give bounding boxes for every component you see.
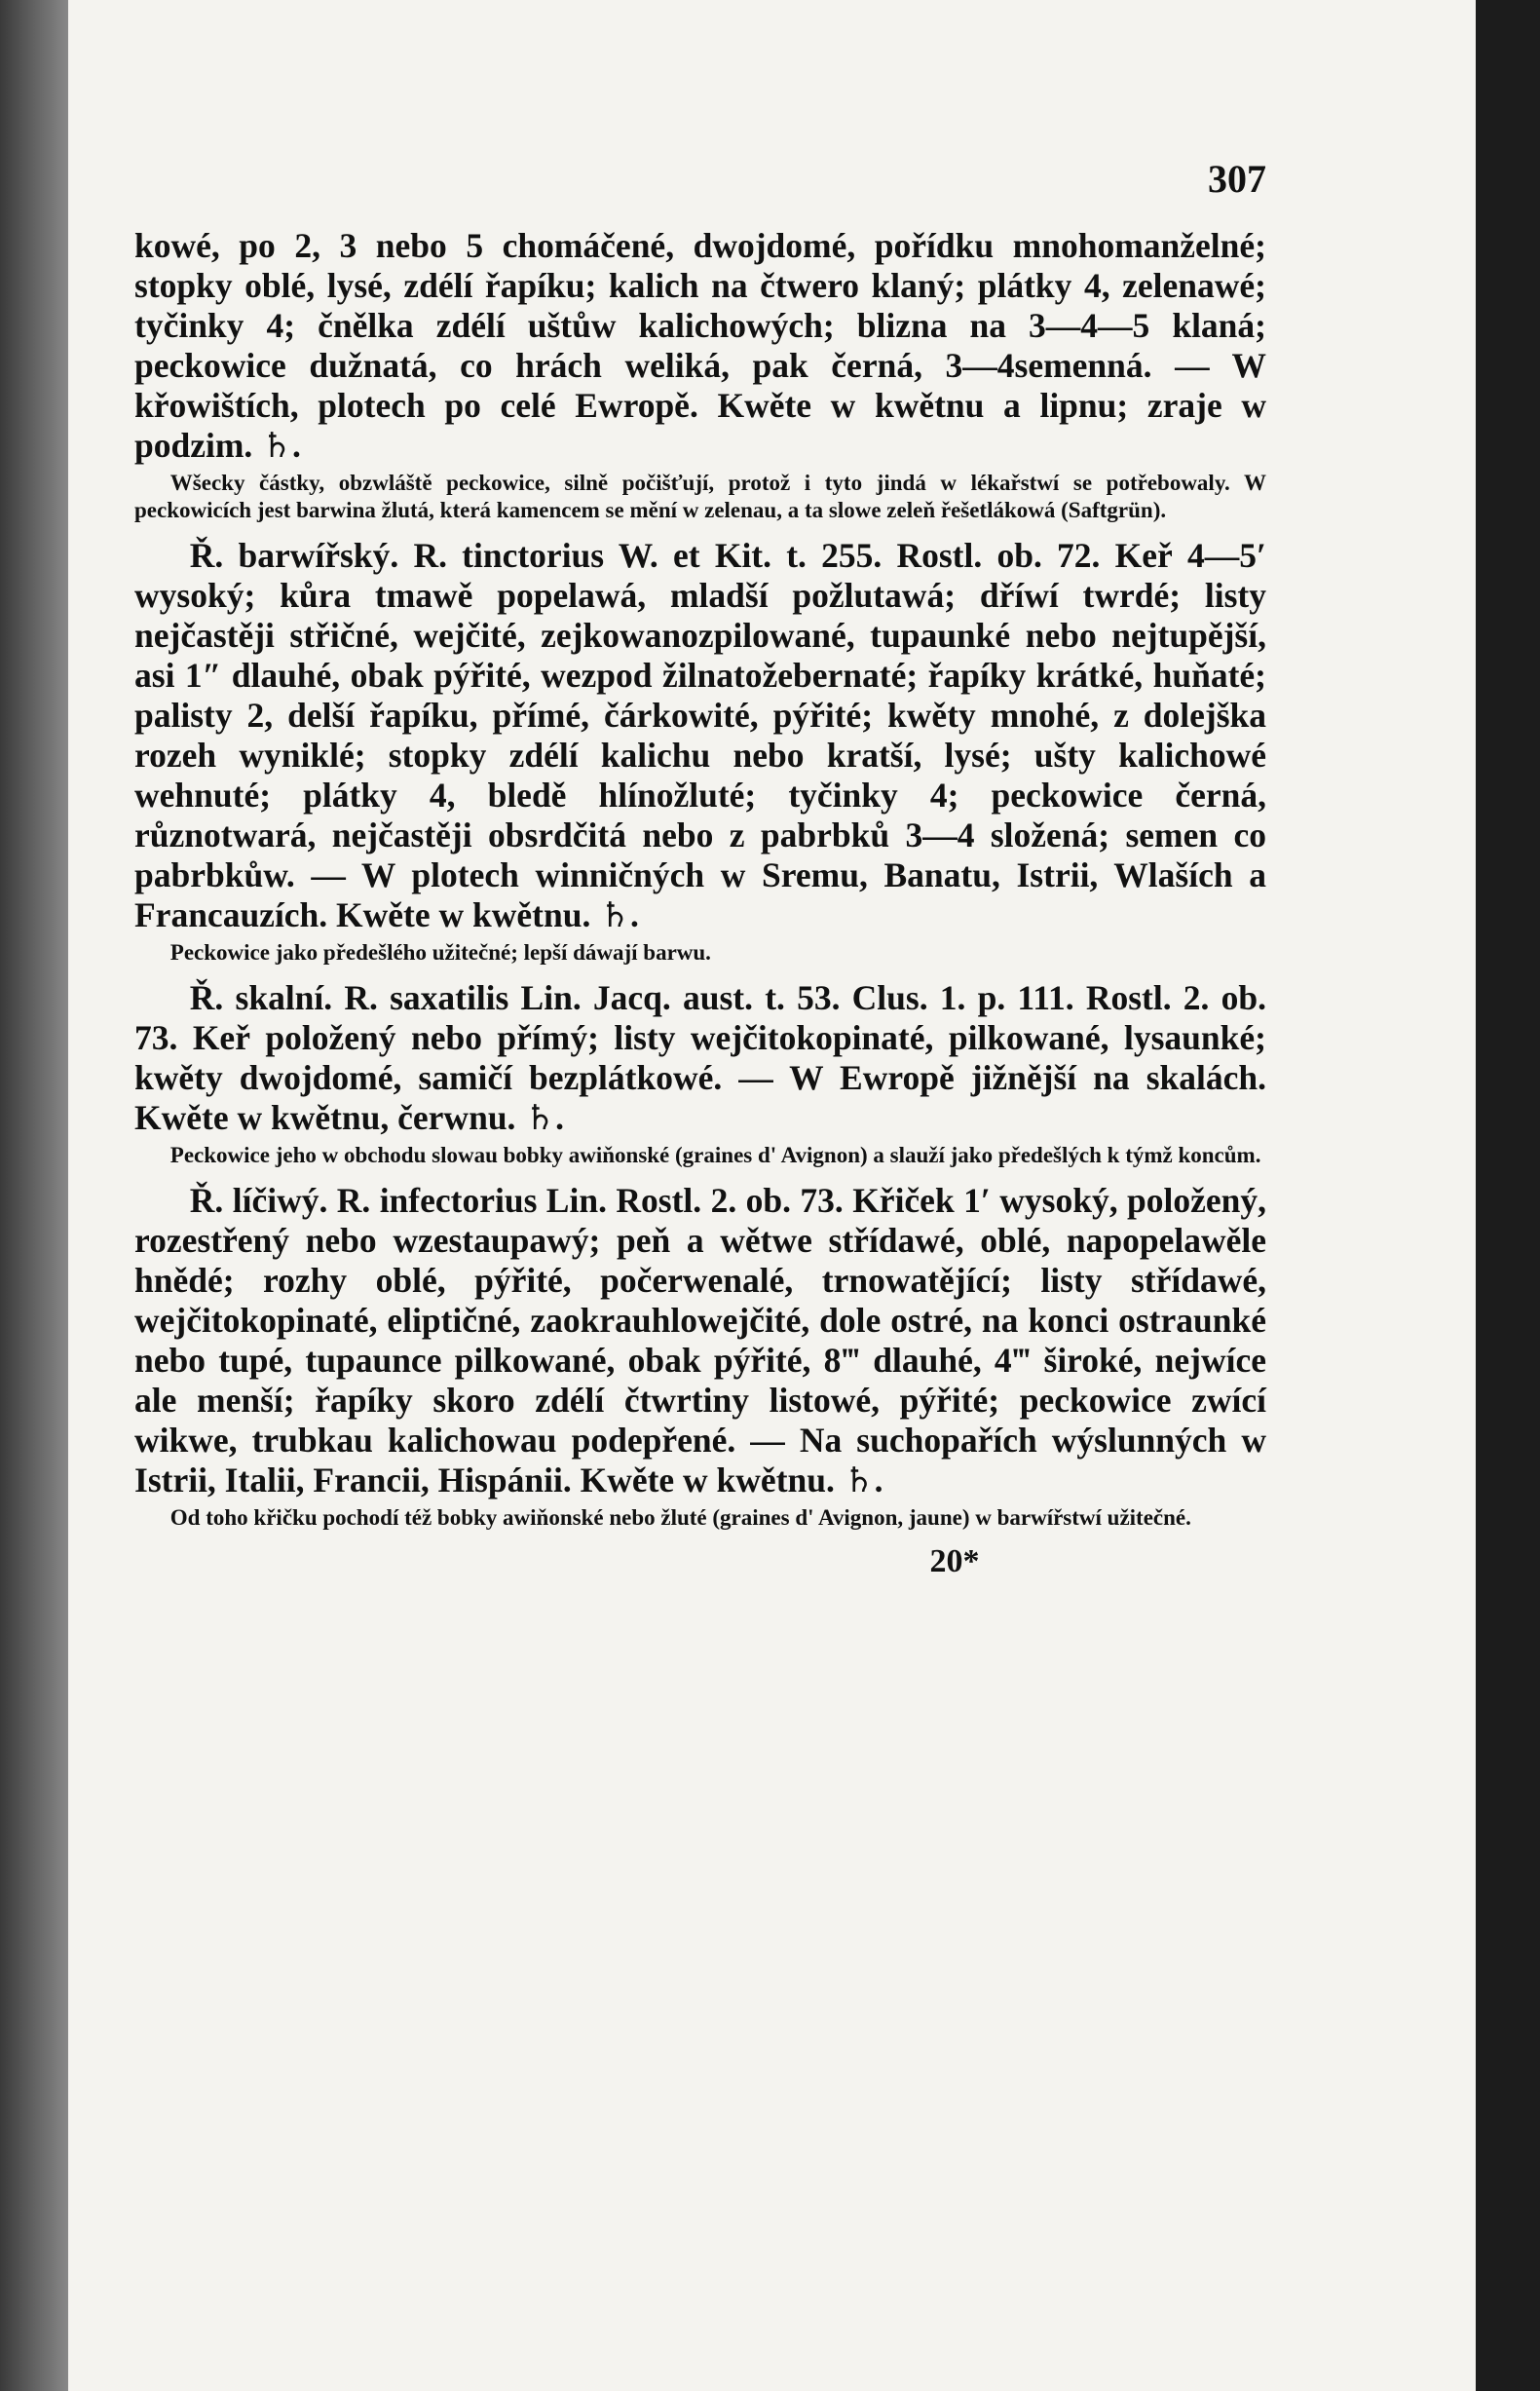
- note-paragraph: Od toho křičku pochodí též bobky awiňonské nebo žluté (graines d' Avignon, jaune) w barwířstwí užitečné.: [169, 1505, 1191, 1530]
- page-number: 307: [1208, 157, 1266, 201]
- species-entry-barwirsky: Ř. barwířský. R. tinctorius W. et Kit. t. 255. Rostl. ob. 72. Keř 4—5′ wysoký; kůra tmawě popelawá, mladší požlutawá; dříwí twrdé; listy nejčastěji střičné, wejčité, zejkowanozpilowané, tupaunké nebo nejtupější, asi 1″ dlauhé, obak pýřité, wezpod žilnatožebernaté; řapíky krátké, huňaté; palisty 2, delší řapíku, přímé, čárkowité, pýřité; kwěty mnohé, z dolejška rozeh wyniklé; stopky zdélí kalichu nebo kratší, lysé; ušty kalichowé wehnuté; plátky 4, bledě hlínožluté; tyčinky 4; peckowice černá, různotwará, nejčastěji obsrdčitá nebo z pabrbků 3—4 složená; semen co pabrbkůw. — W plotech winničných w Sremu, Banatu, Istrii, Wlaších a Francauzích. Kwěte w kwětnu. ♄.: [134, 536, 1266, 934]
- page-text: [134, 226, 1266, 1539]
- book-page: [68, 0, 1476, 2391]
- scan-left-margin: [0, 0, 68, 2391]
- note-paragraph: Peckowice jako předešlého užitečné; lepší dáwají barwu.: [169, 940, 711, 965]
- note-paragraph: Wšecky částky, obzwláště peckowice, silně počišťují, protož i tyto jindá w lékařstwí se potřebowaly. W peckowicích jest barwina žlutá, která kamencem se mění w zelenau, a ta slowe zeleň řešetlákowá (Saftgrün).: [134, 471, 1266, 522]
- note-paragraph: Peckowice jeho w obchodu slowau bobky awiňonské (graines d' Avignon) a slauží jako předešlých k týmž koncům.: [169, 1143, 1261, 1167]
- species-entry-liciwy: Ř. líčiwý. R. infectorius Lin. Rostl. 2. ob. 73. Křiček 1′ wysoký, položený, rozestřený nebo wzestaupawý; peň a wětwe střídawé, oblé, napopelawěle hnědé; rozhy oblé, pýřité, počerwenalé, trnowatějící; listy střídawé, wejčitokopinaté, eliptičné, zaokrauhlowejčité, dole ostré, na konci ostraunké nebo tupé, tupaunce pilkowané, obak pýřité, 8‴ dlauhé, 4‴ široké, nejwíce ale menší; řapíky skoro zdélí čtwrtiny listowé, pýřité; peckowice zwící wikwe, trubkau kalichowau podepřené. — Na suchopařích wýslunných w Istrii, Italii, Francii, Hispánii. Kwěte w kwětnu. ♄.: [134, 1181, 1266, 1499]
- scan-right-margin: [1476, 0, 1540, 2391]
- paragraph-continuation: kowé, po 2, 3 nebo 5 chomáčené, dwojdomé, pořídku mnohomanželné; stopky oblé, lysé, zdélí řapíku; kalich na čtwero klaný; plátky 4, zelenawé; tyčinky 4; čnělka zdélí uštůw kalichowých; blizna na 3—4—5 klaná; peckowice dužnatá, co hrách weliká, pak černá, 3—4semenná. — W křowištích, plotech po celé Ewropě. Kwěte w kwětnu a lipnu; zraje w podzim. ♄.: [134, 226, 1266, 465]
- species-entry-skalni: Ř. skalní. R. saxatilis Lin. Jacq. aust. t. 53. Clus. 1. p. 111. Rostl. 2. ob. 73. Keř položený nebo přímý; listy wejčitokopinaté, pilkowané, lysaunké; kwěty dwojdomé, samičí bezplátkowé. — W Ewropě jižnější na skalách. Kwěte w kwětnu, čerwnu. ♄.: [134, 978, 1266, 1137]
- signature-mark: 20*: [929, 1543, 980, 1579]
